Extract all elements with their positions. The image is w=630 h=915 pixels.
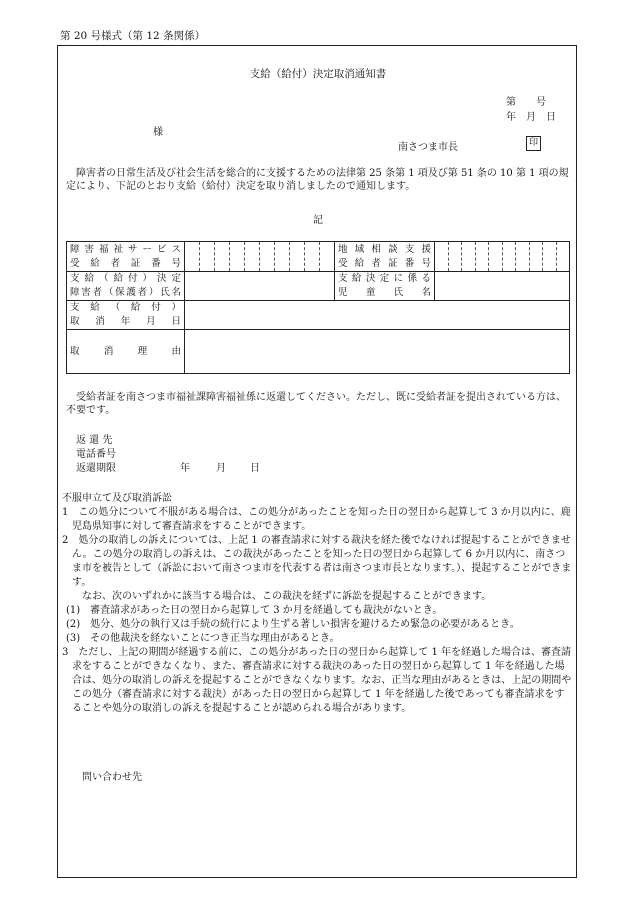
cancel-date-value bbox=[185, 301, 570, 330]
seal-mark: 印 bbox=[526, 136, 541, 151]
due-day-label: 日 bbox=[250, 463, 260, 474]
appeal-item-3: 3 ただし、上記の期間が経過する前に、この処分があった日の翌日から起算して 1 年を経過した場合は、審査請求をすることができなくなり、また、審査請求に対する裁決のあった日の翌日から起算して 1 年を経過した場合は、処分の取消しの訴えを提起することができなくなります。なお、正当な理由があるときは、上記の期間やこの処分（審査請求に対する裁決）があった日の翌日から起算して 1 年を経過した後であっても審査請求をすることや処分の取消しの訴えを提起することが認められる場合があります。 bbox=[62, 647, 572, 714]
table-row bbox=[67, 272, 570, 301]
phone-label: 電話番号 bbox=[76, 449, 116, 460]
appeal-item-1: 1 この処分について不服がある場合は、この処分があったことを知った日の翌日から起算して 3 か月以内に、鹿児島県知事に対して審査請求をすることができます。 bbox=[62, 507, 571, 532]
table-row bbox=[67, 330, 570, 374]
service-cert-no-boxes bbox=[185, 242, 335, 272]
document-number: 第 号 bbox=[506, 97, 546, 108]
details-table bbox=[66, 241, 570, 374]
document-title: 支給（給付）決定取消通知書 bbox=[249, 68, 387, 80]
addressee-suffix: 様 bbox=[153, 127, 163, 138]
return-to-label: 返 還 先 bbox=[76, 435, 113, 446]
appeal-section bbox=[62, 492, 572, 716]
appeal-sub-2: (2) 処分、処分の執行又は手続の続行により生ずる著しい損害を避けるため緊急の必要があるとき。 bbox=[66, 619, 520, 630]
cancel-reason-value bbox=[185, 330, 570, 374]
appeal-sub-3: (3) その他裁決を経ないことにつき正当な理由があるとき。 bbox=[66, 633, 340, 644]
table-row bbox=[67, 301, 570, 330]
return-due-line bbox=[76, 462, 260, 476]
child-name-value bbox=[435, 272, 570, 301]
return-notice: 受給者証を南さつま市福祉課障害福祉係に返還してください。ただし、既に受給者証を提出されている方は、不要です。 bbox=[66, 392, 566, 416]
community-cert-no-boxes bbox=[435, 242, 570, 272]
return-contact-block bbox=[76, 434, 260, 476]
label-cancel-date: 支 給 （ 給 付 ） 取 消 年 月 日 bbox=[67, 301, 185, 330]
ki-heading: 記 bbox=[313, 215, 323, 226]
recipient-name-value bbox=[185, 272, 335, 301]
label-service-cert-no: 障害福祉サービス 受 給 者 証 番 号 bbox=[67, 242, 185, 272]
form-number: 第 20 号様式（第 12 条関係） bbox=[60, 30, 206, 42]
appeal-item-2-note: なお、次のいずれかに該当する場合は、この裁決を経ずに訴訟を提起することができます。 bbox=[82, 591, 492, 602]
document-date: 年 月 日 bbox=[506, 112, 556, 123]
intro-paragraph: 障害者の日常生活及び社会生活を総合的に支援するための法律第 25 条第 1 項及び第 51 条の 10 第 1 項の規定により、下記のとおり支給（給付）決定を取り消しましたので通知します。 bbox=[66, 168, 569, 192]
due-month-label: 月 bbox=[216, 463, 226, 474]
due-year-label: 年 bbox=[180, 463, 190, 474]
label-child-name: 支給決定に係る 児 童 氏 名 bbox=[335, 272, 435, 301]
inquiry-label: 問い合わせ先 bbox=[82, 772, 142, 783]
issuer-name: 南さつま市長 bbox=[398, 142, 458, 153]
label-recipient-name: 支給（給付）決定 障害者（保護者）氏名 bbox=[67, 272, 185, 301]
appeal-heading: 不服申立て及び取消訴訟 bbox=[62, 493, 172, 504]
appeal-sub-1: (1) 審査請求があった日の翌日から起算して 3 か月を経過しても裁決がないとき。 bbox=[66, 605, 443, 616]
table-row bbox=[67, 242, 570, 272]
label-community-cert-no: 地 域 相 談 支 援 受 給 者 証 番 号 bbox=[335, 242, 435, 272]
label-cancel-reason: 取 消 理 由 bbox=[67, 330, 185, 374]
return-due-label: 返還期限 bbox=[76, 463, 116, 474]
appeal-item-2: 2 処分の取消しの訴えについては、上記 1 の審査請求に対する裁決を経た後でなければ提起することができません。この処分の取消しの訴えは、この裁決があったことを知った日の翌日から起算して 6 か月以内に、南さつま市を被告として（訴訟において南さつま市を代表する者は南さつま市長となります。）、提起することができます。 bbox=[62, 535, 572, 588]
document-frame bbox=[57, 45, 577, 878]
